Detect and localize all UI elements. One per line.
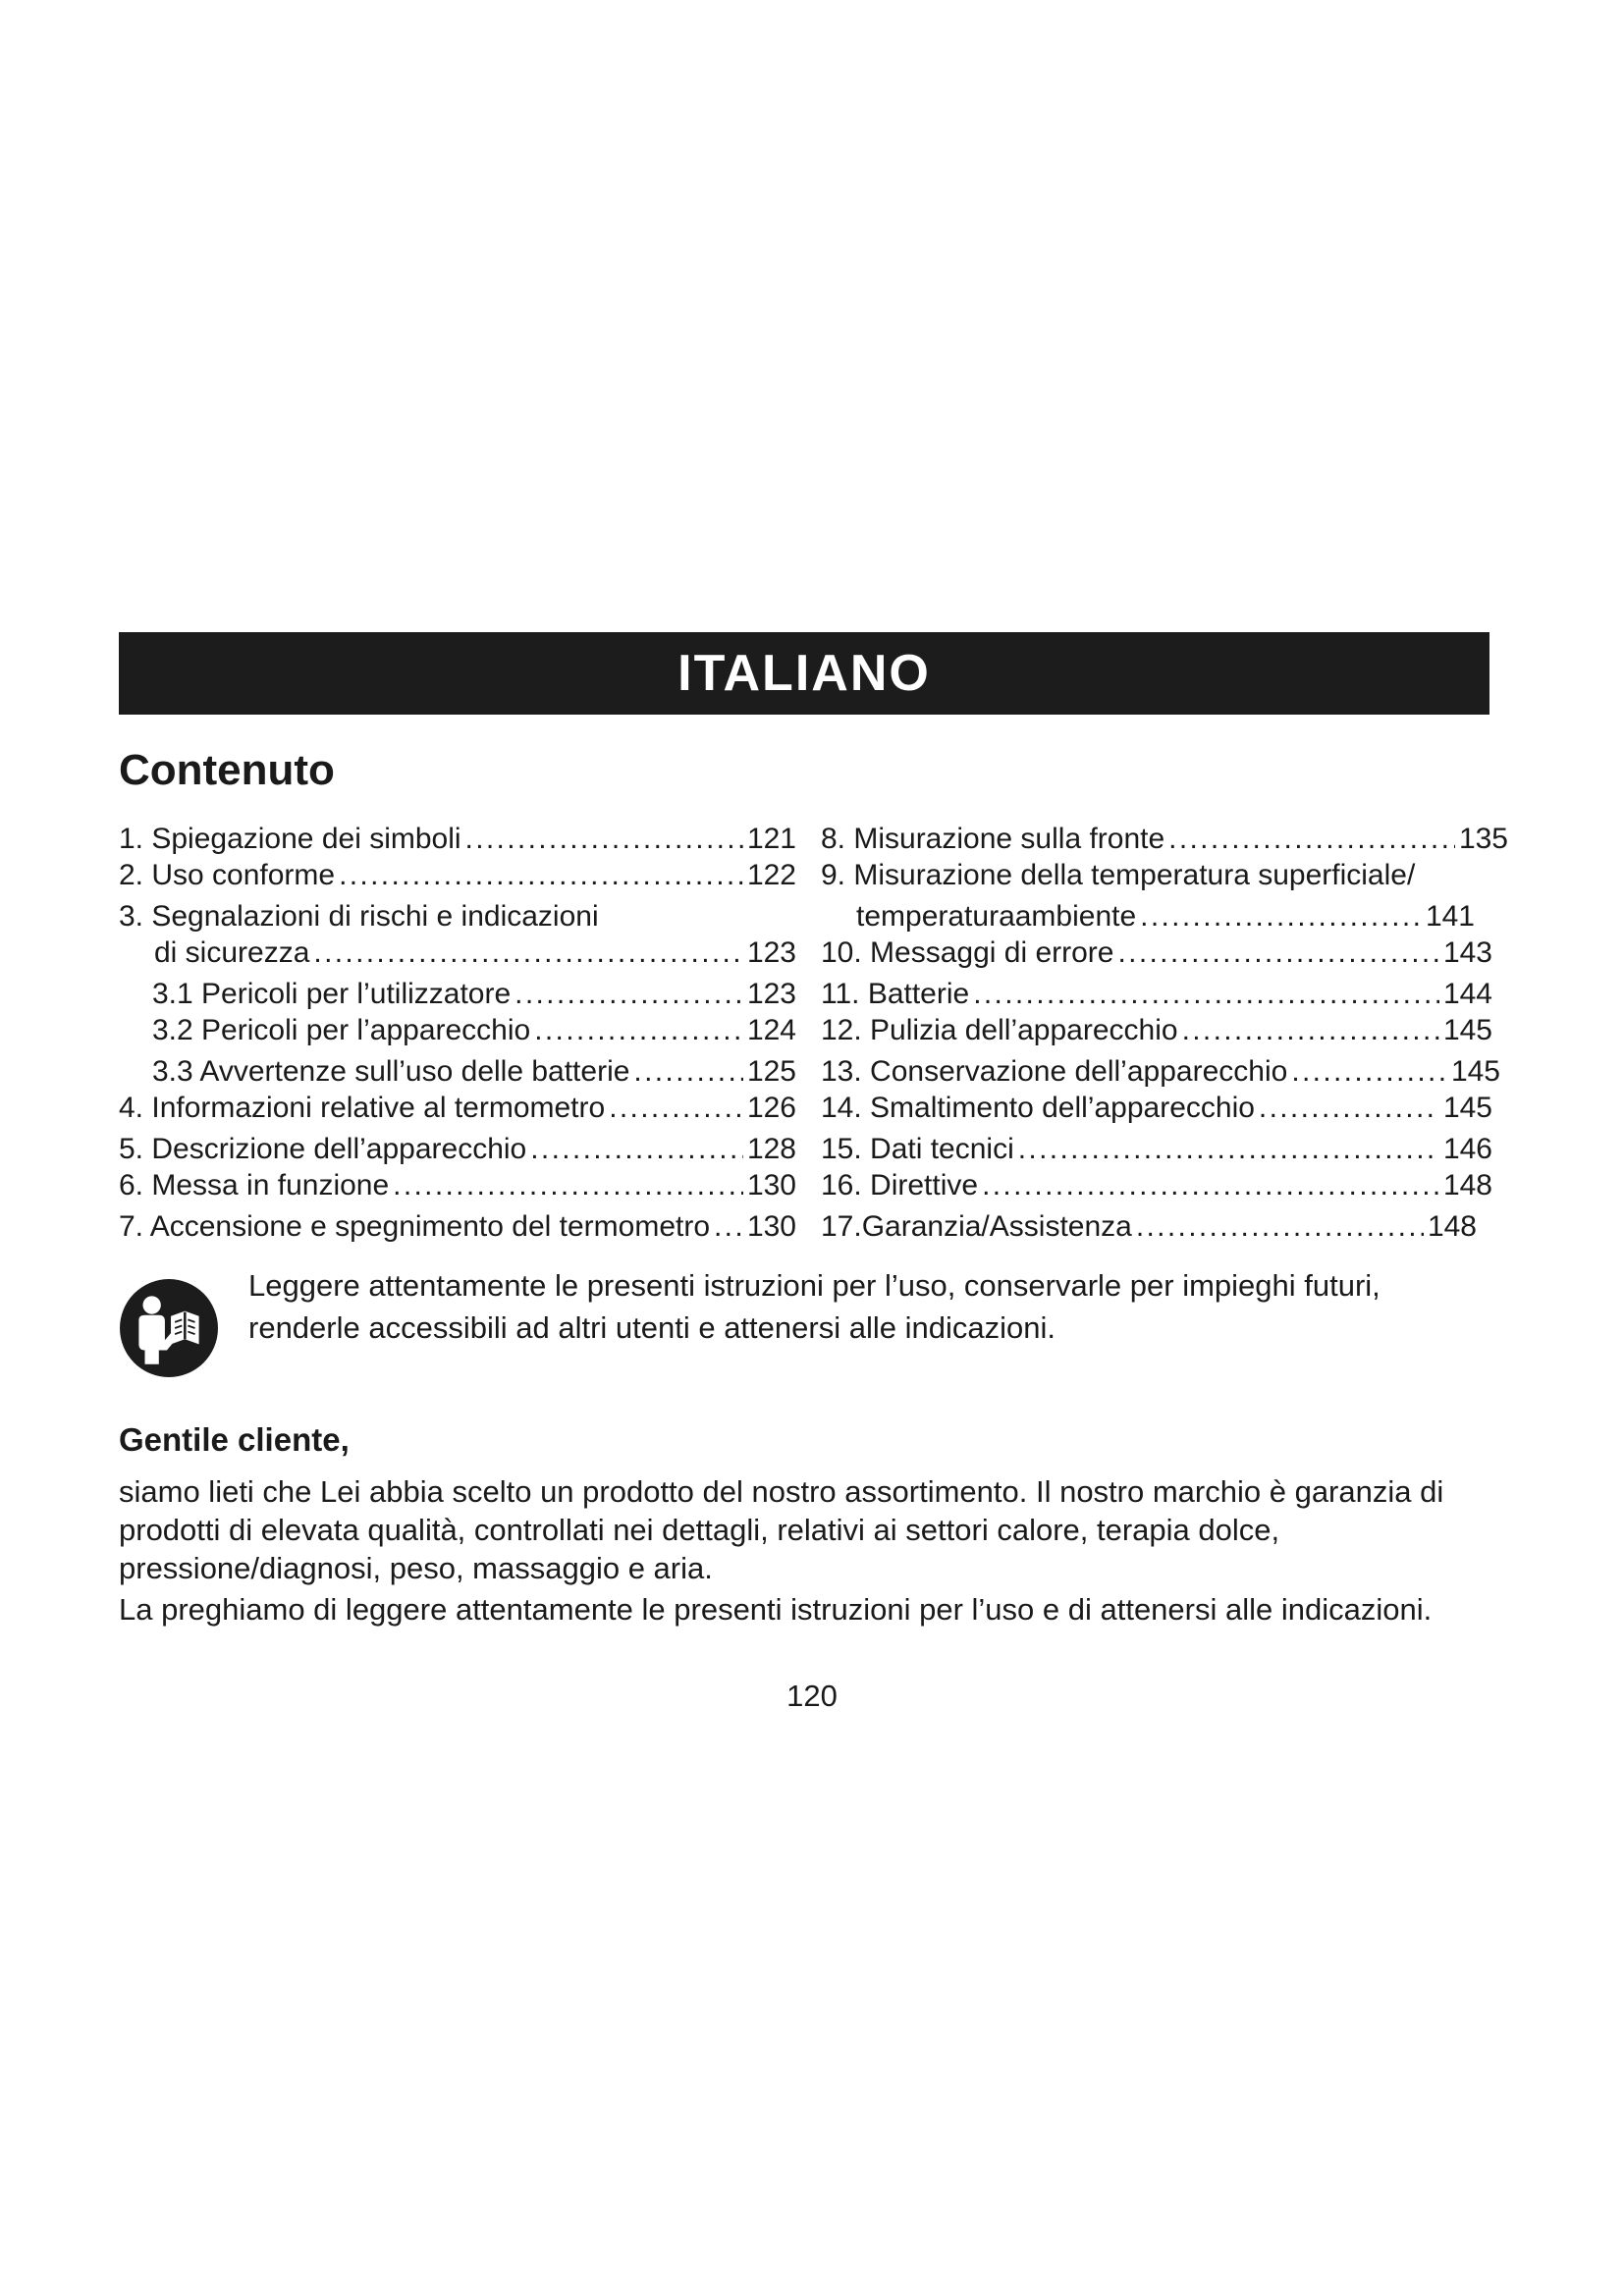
body-paragraph-1: siamo lieti che Lei abbia scelto un prodotto del nostro assortimento. Il nostro marchio è garanzia di prodotti di elevata qualità, controllati nei dettagli, relativi ai settori calore, terapia dolce, pressione/diagnosi, peso, massaggio e aria. [119, 1474, 1444, 1585]
toc-entry[interactable]: 3.2 Pericoli per l’apparecchio . . . 124 [119, 1014, 796, 1050]
read-instructions-notice [119, 1264, 1493, 1382]
banner-title: ITALIANO [677, 645, 931, 702]
toc-entry[interactable]: di sicurezza . . . 123 [119, 936, 796, 973]
toc-entry[interactable]: 5. Descrizione dell’apparecchio . . . 128 [119, 1133, 796, 1169]
toc-entry[interactable]: 8. Misurazione sulla fronte . . . 135 [821, 823, 1508, 859]
toc-entry[interactable]: 4. Informazioni relative al termometro . . . 126 [119, 1092, 796, 1128]
notice-text: Leggere attentamente le presenti istruzioni per l’uso, conservarle per impieghi futuri, renderle accessibili ad altri utenti e attenersi alle indicazioni. [248, 1268, 1380, 1345]
toc-entry[interactable]: 14. Smaltimento dell’apparecchio . . . 145 [821, 1092, 1508, 1128]
toc-entry[interactable]: 3.3 Avvertenze sull’uso delle batterie . . . 125 [119, 1055, 796, 1092]
toc-entry[interactable]: 9. Misurazione della temperatura superficiale/ [821, 859, 1416, 891]
toc-entry[interactable]: 6. Messa in funzione . . . 130 [119, 1169, 796, 1205]
toc-entry[interactable]: 15. Dati tecnici . . . 146 [821, 1133, 1508, 1169]
toc-entry[interactable]: 12. Pulizia dell’apparecchio . . . 145 [821, 1014, 1508, 1050]
toc-entry[interactable]: 3.1 Pericoli per l’utilizzatore . . . 123 [119, 978, 796, 1014]
page-number: 120 [786, 1679, 838, 1713]
toc-entry[interactable]: 2. Uso conforme . . . 122 [119, 859, 796, 895]
toc-left-column [119, 823, 796, 1247]
greeting: Gentile cliente, [119, 1421, 350, 1458]
read-manual-icon [119, 1278, 219, 1378]
language-banner [119, 632, 1489, 715]
toc-entry[interactable]: 17.Garanzia/Assistenza . . . 148 [821, 1210, 1508, 1247]
toc-right-column [821, 823, 1508, 1247]
toc-entry[interactable]: 7. Accensione e spegnimento del termometro . . . 130 [119, 1210, 796, 1247]
contents-heading: Contenuto [119, 746, 335, 794]
toc-entry[interactable]: 13. Conservazione dell’apparecchio . . . 145 [821, 1055, 1508, 1092]
toc-entry[interactable]: 10. Messaggi di errore . . . 143 [821, 936, 1508, 973]
toc-entry[interactable]: temperaturaambiente . . . 141 [821, 900, 1508, 936]
toc-entry[interactable]: 3. Segnalazioni di rischi e indicazioni [119, 900, 599, 933]
toc-entry[interactable]: 16. Direttive . . . 148 [821, 1169, 1508, 1205]
body-paragraph-2: La preghiamo di leggere attentamente le presenti istruzioni per l’uso e di attenersi alle indicazioni. [119, 1592, 1433, 1627]
toc-entry[interactable]: 1. Spiegazione dei simboli . . . 121 [119, 823, 796, 859]
toc-entry[interactable]: 11. Batterie . . . 144 [821, 978, 1508, 1014]
